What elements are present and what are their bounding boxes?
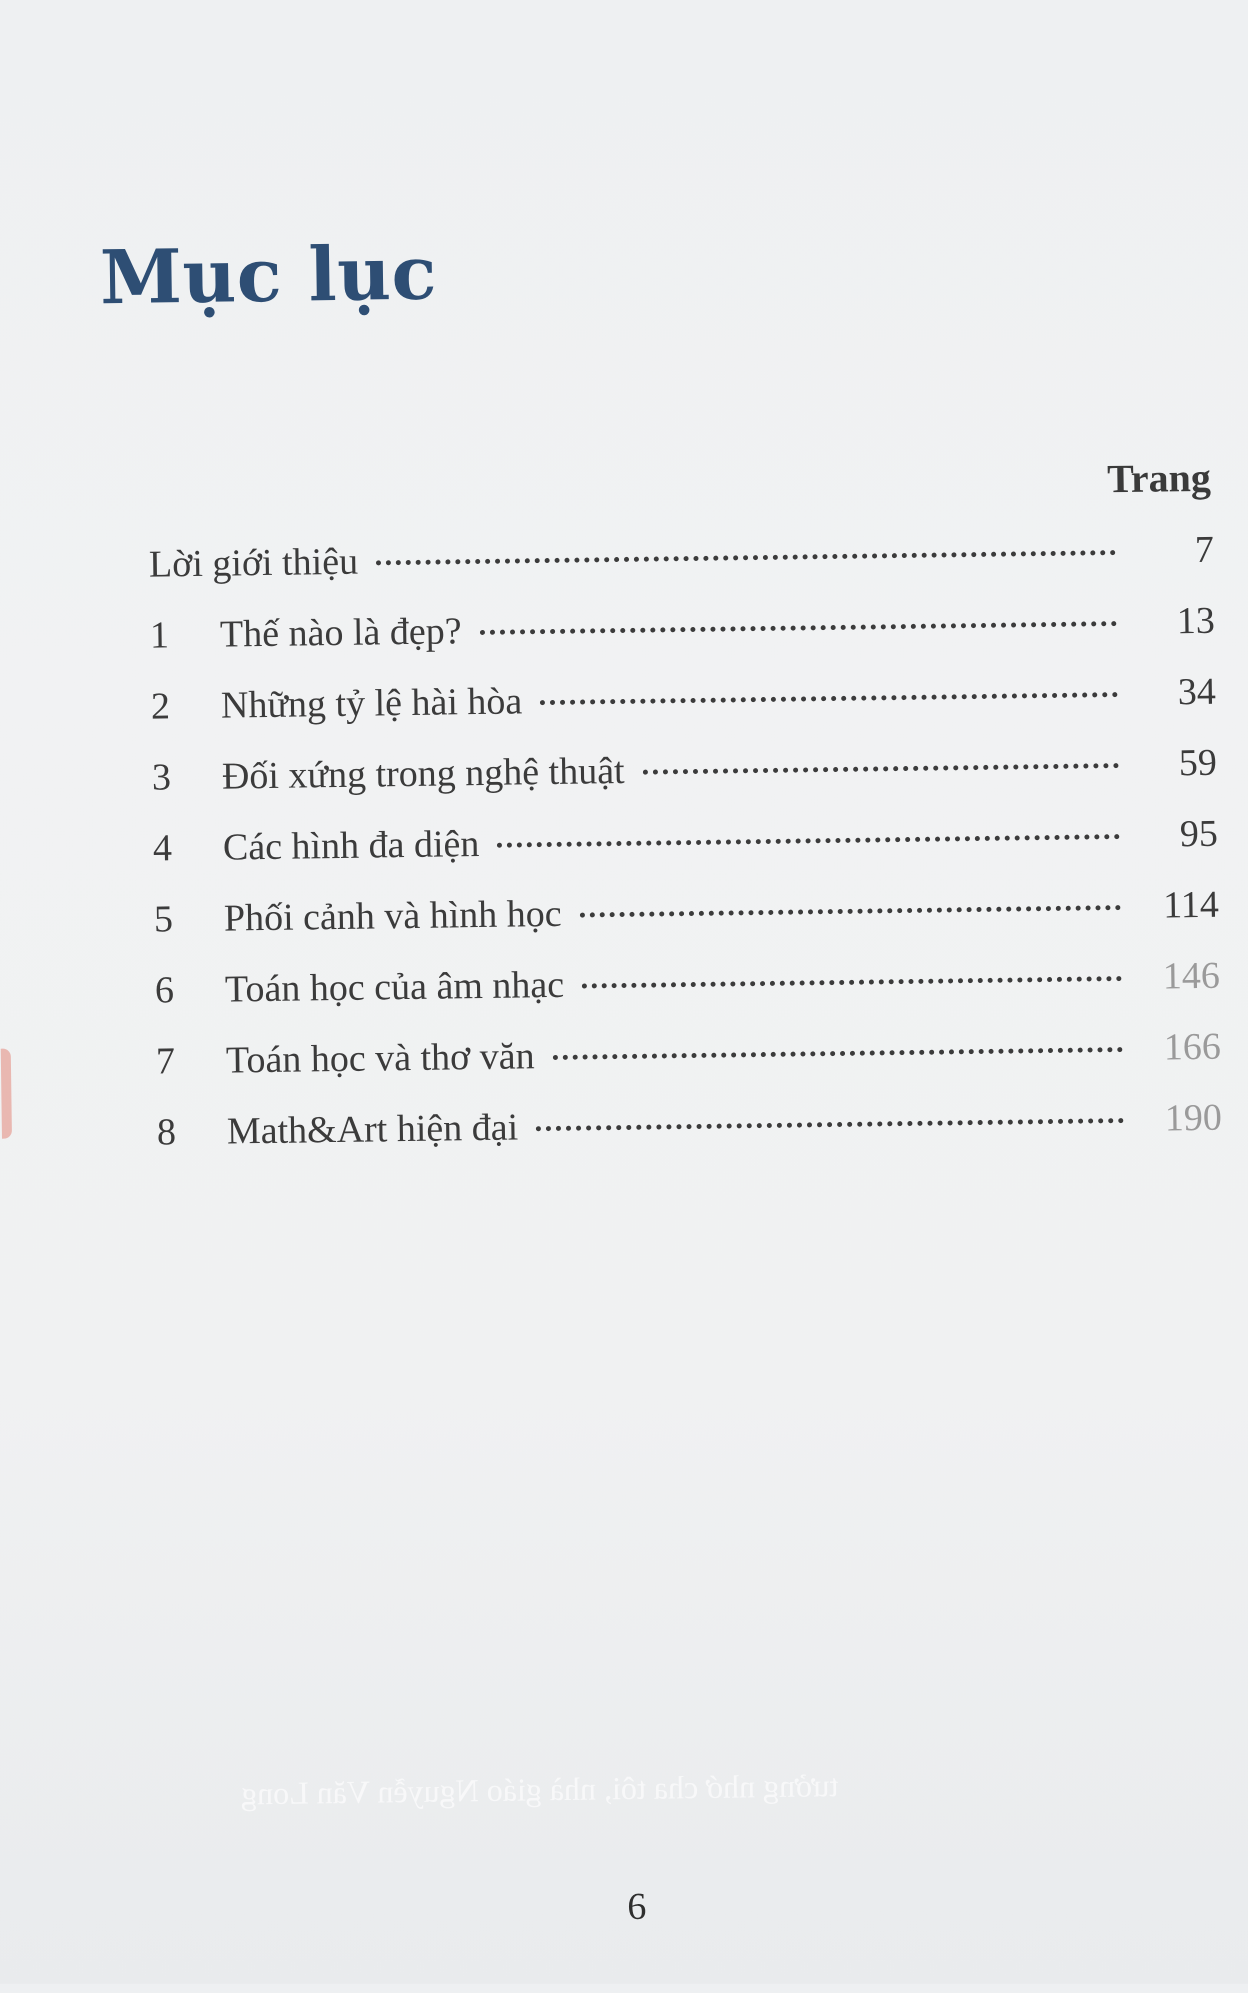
toc-entry-title: Đối xứng trong nghệ thuật	[221, 749, 625, 798]
toc-entry-number: 5	[153, 898, 174, 941]
toc-entry-page: 146	[1162, 954, 1221, 998]
toc-entry-title: Các hình đa diện	[222, 823, 480, 869]
toc-entry-title: Toán học và thơ văn	[225, 1035, 535, 1082]
toc-entry-number: 2	[150, 685, 171, 728]
toc-entry-number: 4	[152, 827, 173, 870]
toc-entry-page: 34	[1177, 670, 1217, 714]
toc-entry	[157, 1096, 1223, 1182]
toc-entry-page: 114	[1162, 883, 1220, 927]
table-of-contents	[149, 528, 1223, 1182]
toc-entry-title: Lời giới thiệu	[148, 540, 359, 586]
dot-leader	[580, 904, 1121, 918]
toc-entry-page: 166	[1163, 1025, 1222, 1069]
dot-leader	[480, 620, 1117, 635]
page-edge-decoration	[1, 1049, 12, 1139]
page-column-header: Trang	[1106, 454, 1212, 502]
dot-leader	[553, 1046, 1123, 1060]
toc-entry-page: 190	[1164, 1096, 1223, 1140]
toc-entry-number: 3	[151, 756, 172, 799]
toc-entry-page: 59	[1178, 741, 1218, 785]
toc-entry-title: Math&Art hiện đại	[226, 1106, 519, 1153]
toc-entry-number: 6	[154, 969, 175, 1012]
dot-leader	[497, 833, 1120, 848]
toc-entry-title: Phối cảnh và hình học	[223, 892, 562, 940]
show-through-text: tưởng nhớ cha tôi, nhà giáo Nguyễn Văn Long	[240, 1767, 839, 1812]
page-title: Mục lục	[99, 230, 438, 322]
dot-leader	[536, 1117, 1124, 1131]
toc-entry-title: Những tỷ lệ hài hòa	[220, 680, 523, 727]
dot-leader	[582, 975, 1122, 989]
dot-leader	[376, 549, 1116, 565]
toc-entry-page: 95	[1179, 812, 1219, 856]
toc-entry-page: 13	[1176, 599, 1216, 643]
toc-entry-number: 1	[149, 614, 170, 657]
toc-entry-title: Toán học của âm nhạc	[224, 963, 565, 1011]
toc-entry-number: 7	[155, 1040, 176, 1083]
page-number: 6	[626, 1885, 647, 1929]
dot-leader	[540, 691, 1118, 705]
toc-entry-page: 7	[1194, 528, 1215, 571]
toc-entry-title: Thế nào là đẹp?	[219, 610, 462, 656]
toc-entry-number: 8	[156, 1111, 177, 1154]
dot-leader	[643, 762, 1119, 775]
